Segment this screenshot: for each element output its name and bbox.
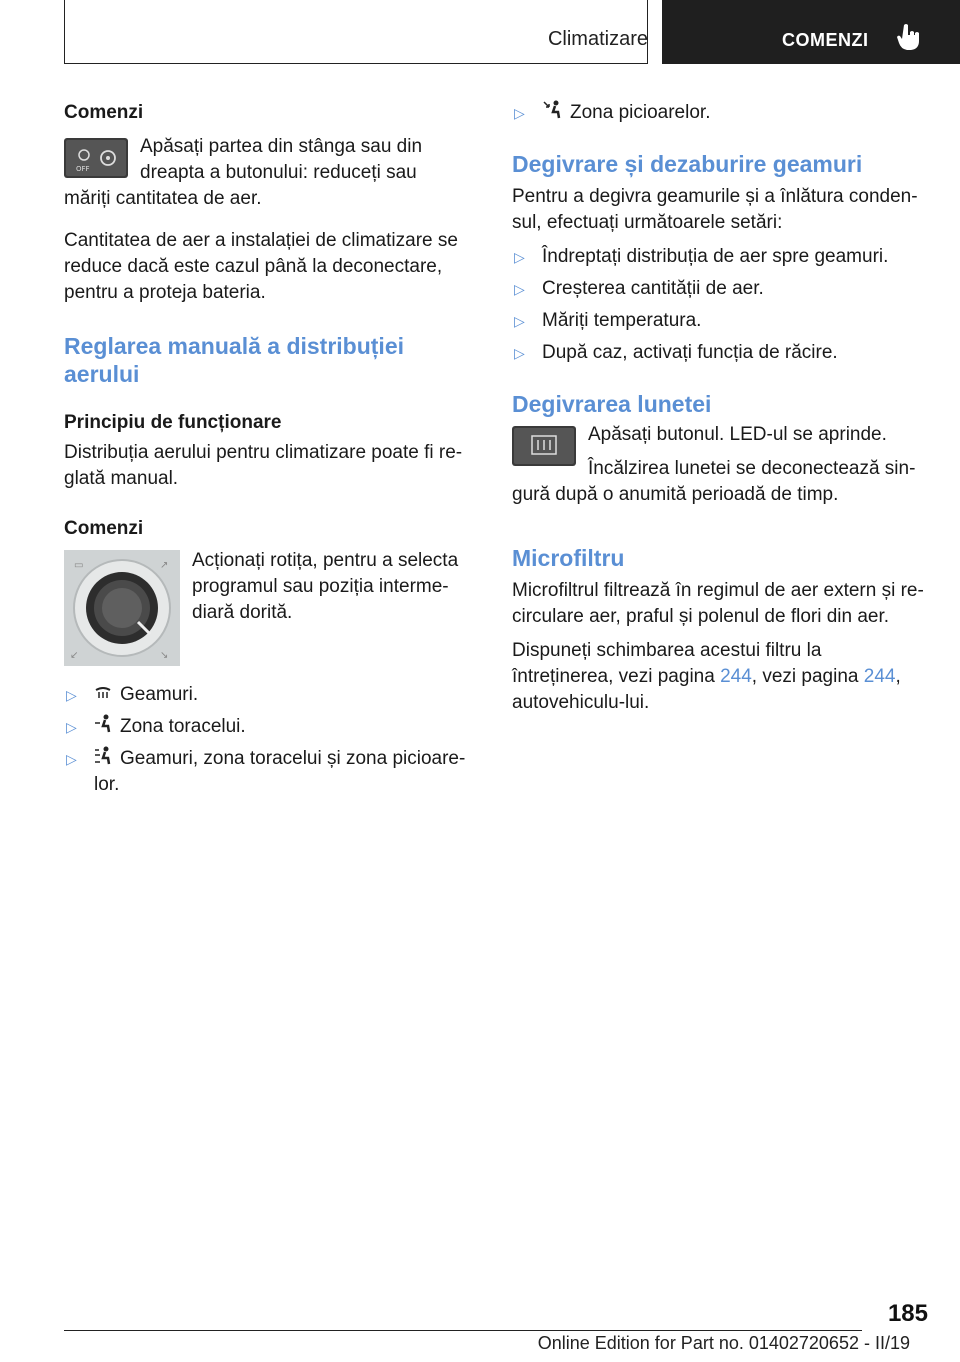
triangle-bullet-icon: ▷ [514,105,525,121]
heading-reglare: Reglarea manuală a distribuției aerului [64,333,405,387]
triangle-bullet-icon: ▷ [66,719,77,735]
air-distribution-dial-image [64,550,180,666]
triangle-bullet-icon: ▷ [514,281,525,297]
feet-list [512,100,928,126]
list-item [512,244,928,270]
section-title: Climatizare [547,28,648,50]
paragraph-luneta-1: Apăsați butonul. LED-ul se aprinde. [588,424,887,445]
heading-principiu: Principiu de funcționare [64,412,282,433]
page-number: 185 [887,1300,928,1327]
text-segment: Dispuneți schimbarea acestui filtru la întreținerea, vezi pagina [512,640,822,687]
paragraph-microfiltru-1: Microfiltrul filtrează în regimul de aer extern și re‐circulare aer, praful și polenul de flori din aer. [512,580,924,627]
svg-text:↘: ↘ [160,650,169,661]
list-item-label: Zona toracelui. [120,716,246,737]
paragraph-luneta-2: Încălzirea lunetei se deconectează sin‐gură după o anumită perioadă de timp. [512,458,916,505]
chapter-label: COMENZI [782,30,869,50]
list-item [512,308,928,334]
svg-text:▭: ▭ [74,560,84,571]
list-item-label: Zona picioarelor. [570,102,711,123]
heading-comenzi-2: Comenzi [64,518,144,539]
defrost-steps-list [512,244,928,366]
paragraph-battery: Cantitatea de aer a instalației de climatizare se reduce dacă este cazul până la deconectare, pentru a proteja bateria. [64,230,458,303]
windshield-icon [94,686,112,702]
list-item [512,276,928,302]
left-column [64,100,468,798]
list-item [64,714,468,740]
heading-luneta: Degivrarea lunetei [512,391,712,417]
text-segment: , autovehiculu‐lui. [512,666,901,713]
windshield-chest-feet-icon [94,746,112,766]
text-segment: , vezi pagina [751,666,864,687]
paragraph-fan-button: Apăsați partea din stânga sau din dreapta a butonului: reduceți sau măriți cantitatea de aer. [64,136,423,209]
triangle-bullet-icon: ▷ [514,249,525,265]
edition-text: Online Edition for Part no. 01402720652 - II/19 [537,1333,910,1353]
paragraph-microfiltru-2 [512,638,928,716]
feet-airflow-icon [542,100,562,120]
triangle-bullet-icon: ▷ [514,345,525,361]
list-item-label: Măriți temperatura. [542,310,702,331]
page-link-244[interactable]: 244 [720,666,752,687]
list-item-label: Geamuri. [120,684,199,705]
paragraph-principiu: Distribuția aerului pentru climatizare poate fi re‐glată manual. [64,442,463,489]
svg-text:↗: ↗ [160,560,169,571]
heading-microfiltru: Microfiltru [512,545,625,571]
hand-pointer-icon [896,22,922,52]
paragraph-degivrare: Pentru a degivra geamurile și a înlătura conden‐sul, efectuați următoarele setări: [512,186,918,233]
svg-text:↙: ↙ [70,650,79,661]
svg-text:OFF: OFF [76,165,90,173]
list-item-label: Îndreptați distribuția de aer spre geamuri. [542,246,889,267]
chapter-tab[interactable] [662,0,960,64]
list-item-label: Creșterea cantității de aer. [542,278,764,299]
rear-defrost-button-image [512,426,576,466]
fan-button-image [64,138,128,178]
list-item [64,682,468,708]
right-column [512,100,928,716]
list-item [64,746,468,798]
list-item-label: Geamuri, zona toracelui și zona picioare‐lor. [94,748,466,795]
heading-comenzi: Comenzi [64,102,144,123]
list-item [512,100,928,126]
triangle-bullet-icon: ▷ [66,751,77,767]
page-link-244[interactable]: 244 [863,666,896,687]
heading-degivrare: Degivrare și dezaburire geamuri [512,151,863,177]
triangle-bullet-icon: ▷ [514,313,525,329]
footer-divider [64,1330,862,1331]
triangle-bullet-icon: ▷ [66,687,77,703]
distribution-list [64,682,468,798]
paragraph-rotita: Acționați rotița, pentru a selecta programul sau poziția interme‐diară dorită. [192,550,459,623]
list-item-label: După caz, activați funcția de răcire. [542,342,838,363]
chest-airflow-icon [94,714,112,734]
list-item [512,340,928,366]
